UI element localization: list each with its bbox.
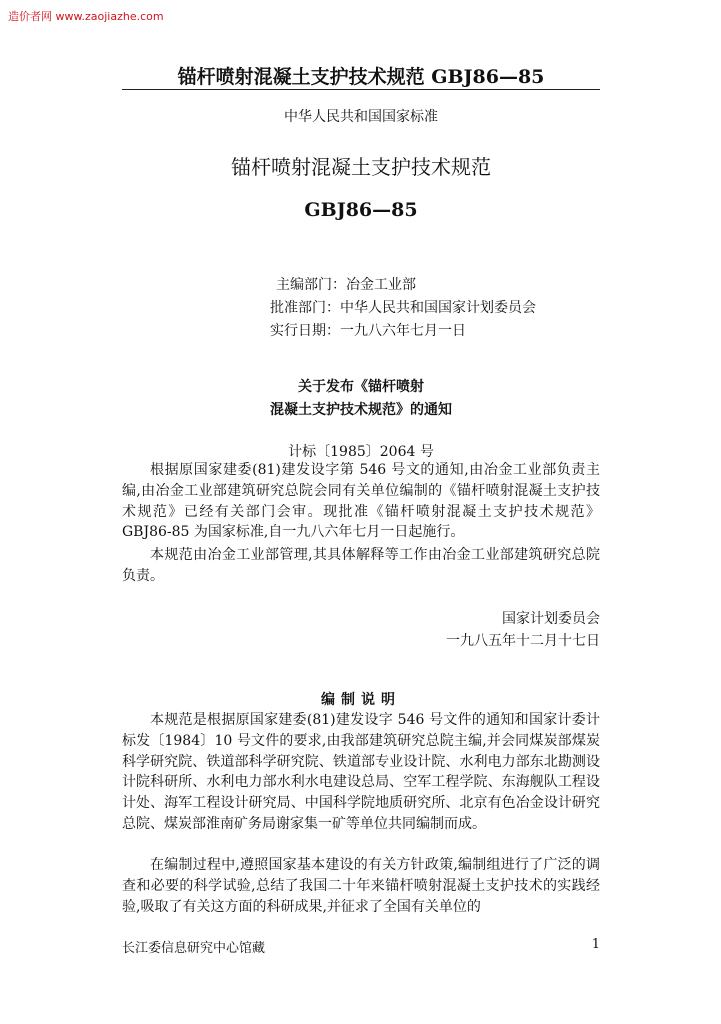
document-title: 锚杆喷射混凝土支护技术规范 [231, 155, 491, 179]
preface-paragraph: 在编制过程中,遵照国家基本建设的有关方针政策,编制组进行了广泛的调查和必要的科学试验,总结了我国二十年来锚杆喷射混凝土支护技术的实践经验,吸取了有关这方面的科研成果,并征求了全国有关单位的 [122, 857, 600, 915]
page-footer [122, 937, 600, 956]
notice-signer: 国家计划委员会 [502, 611, 600, 627]
running-header-title: 锚杆喷射混凝土支护技术规范 GBJ86—85 [177, 66, 545, 88]
notice-doc-number: 计标〔1985〕2064 号 [288, 444, 434, 460]
notice-title-line2: 混凝土支护技术规范》的通知 [270, 402, 452, 418]
preface-title: 编制说明 [321, 692, 401, 708]
notice-paragraph: 根据原国家建委(81)建发设字第 546 号文的通知,由冶金工业部负责主编,由冶金工业部建筑研究总院会同有关单位编制的《锚杆喷射混凝土支护技术规范》已经有关部门会审。现批准《锚杆喷射混凝土支护技术规范》GBJ86-85 为国家标准,自一九八六年七月一日起施行。 [122, 462, 600, 541]
page-number: 1 [591, 937, 600, 952]
effective-date: 实行日期：一九八六年七月一日 [270, 323, 466, 339]
editor-department: 主编部门：冶金工业部 [276, 277, 416, 293]
header-divider [122, 89, 600, 90]
national-standard-label: 中华人民共和国国家标准 [284, 109, 438, 125]
approver-department: 批准部门：中华人民共和国国家计划委员会 [270, 300, 536, 316]
notice-title-line1: 关于发布《锚杆喷射 [298, 379, 424, 395]
site-watermark: 造价者网 www.zaojiazhe.com [8, 10, 164, 23]
footer-collection-label: 长江委信息研究中心馆藏 [122, 941, 266, 956]
preface-paragraph: 本规范是根据原国家建委(81)建发设字 546 号文件的通知和国家计委计标发〔1984〕10 号文件的要求,由我部建筑研究总院主编,并会同煤炭部煤炭科学研究院、铁道部科学研究院、铁道部专业设计院、水利电力部东北勘测设计院科研所、水利电力部水利水电建设总局、空军工程学院、东海舰队工程设计处、海军工程设计研究局、中国科学院地质研究所、北京有色冶金设计研究总院、煤炭部淮南矿务局谢家集一矿等单位共同编制而成。 [122, 712, 600, 832]
notice-date: 一九八五年十二月十七日 [446, 633, 600, 649]
standard-code: GBJ86—85 [304, 199, 418, 221]
notice-paragraph: 本规范由冶金工业部管理,其具体解释等工作由冶金工业部建筑研究总院负责。 [122, 547, 600, 584]
